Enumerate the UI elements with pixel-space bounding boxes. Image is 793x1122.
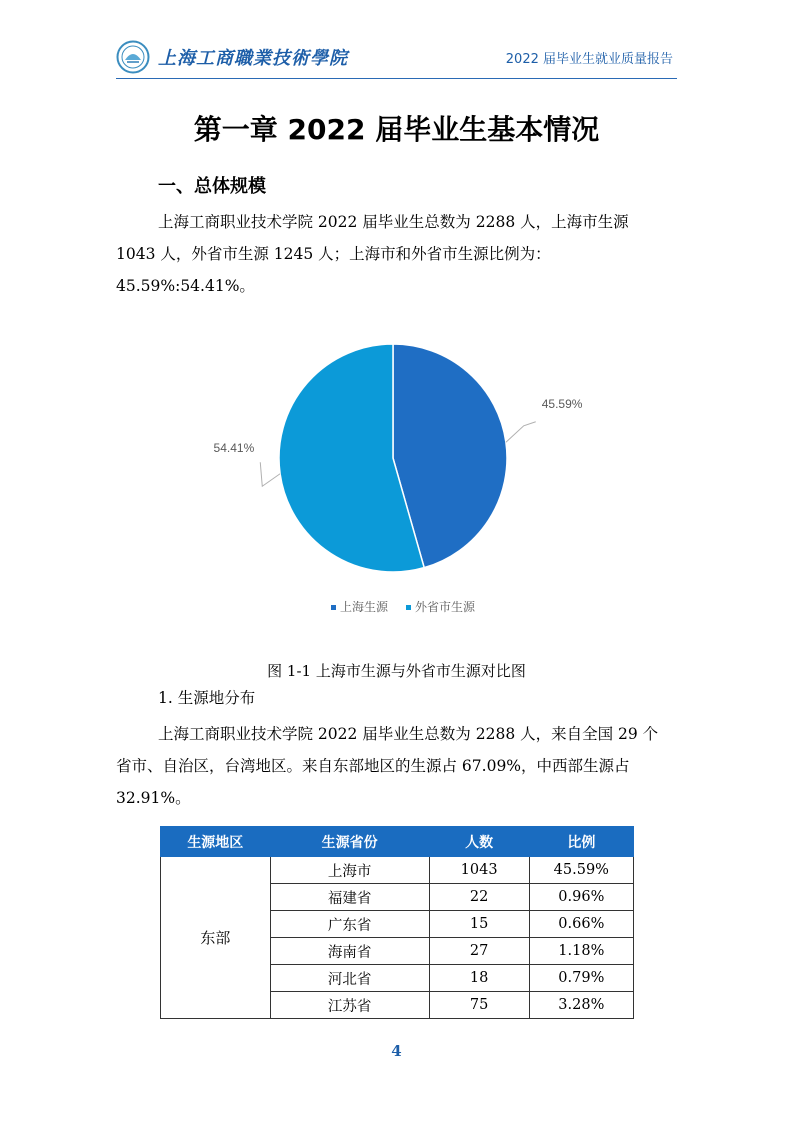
school-name: 上海工商職業技術學院 (158, 48, 348, 69)
province-cell: 福建省 (270, 884, 429, 911)
count-cell: 15 (429, 911, 529, 938)
paragraph-line: 上海工商职业技术学院 2022 届毕业生总数为 2288 人，来自全国 29 个 (158, 725, 659, 743)
paragraph-line: 32.91%。 (116, 789, 191, 807)
pie-leader-line (506, 422, 536, 442)
paragraph-line: 省市、自治区，台湾地区。来自东部地区的生源占 67.09%，中西部生源占 (116, 757, 630, 775)
figure-caption: 图 1-1 上海市生源与外省市生源对比图 (267, 662, 526, 680)
paragraph-line: 1043 人，外省市生源 1245 人；上海市和外省市生源比例为： (116, 245, 551, 263)
pie-data-label: 54.41% (213, 441, 255, 456)
legend-swatch (331, 605, 336, 610)
count-cell: 18 (429, 965, 529, 992)
province-cell: 上海市 (270, 857, 429, 884)
school-seal-icon (116, 40, 150, 74)
page-header (0, 0, 793, 80)
ratio-cell: 0.66% (529, 911, 633, 938)
pie-leader-line (260, 462, 280, 486)
paragraph-line: 上海工商职业技术学院 2022 届毕业生总数为 2288 人，上海市生源 (158, 213, 629, 231)
intro-paragraph (116, 206, 676, 302)
legend-label: 上海生源 (340, 600, 389, 614)
ratio-cell: 45.59% (529, 857, 633, 884)
table-row (161, 857, 634, 884)
column-header: 人数 (429, 827, 529, 857)
chapter-title: 第一章 2022 届毕业生基本情况 (193, 113, 600, 146)
province-cell: 海南省 (270, 938, 429, 965)
pie-data-label: 45.59% (541, 396, 583, 411)
pie-chart (116, 318, 677, 628)
count-cell: 27 (429, 938, 529, 965)
column-header: 生源地区 (161, 827, 271, 857)
region-cell: 东部 (161, 857, 271, 1019)
ratio-cell: 3.28% (529, 992, 633, 1019)
column-header: 生源省份 (270, 827, 429, 857)
province-cell: 河北省 (270, 965, 429, 992)
ratio-cell: 0.96% (529, 884, 633, 911)
count-cell: 1043 (429, 857, 529, 884)
province-cell: 江苏省 (270, 992, 429, 1019)
report-title: 2022 届毕业生就业质量报告 (505, 52, 673, 67)
table-body (161, 857, 634, 1019)
province-cell: 广东省 (270, 911, 429, 938)
sub-heading: 1. 生源地分布 (158, 689, 256, 707)
ratio-cell: 1.18% (529, 938, 633, 965)
school-logo (116, 40, 348, 74)
paragraph-line: 45.59%:54.41%。 (116, 277, 255, 295)
origin-paragraph (116, 718, 676, 814)
legend-label: 外省市生源 (415, 600, 476, 614)
column-header: 比例 (529, 827, 633, 857)
header-divider (116, 78, 677, 79)
legend-swatch (406, 605, 411, 610)
origin-table (160, 826, 634, 1019)
table-header-row (161, 827, 634, 857)
page-number: 4 (391, 1042, 402, 1060)
section-heading: 一、总体规模 (158, 176, 266, 197)
ratio-cell: 0.79% (529, 965, 633, 992)
count-cell: 22 (429, 884, 529, 911)
count-cell: 75 (429, 992, 529, 1019)
